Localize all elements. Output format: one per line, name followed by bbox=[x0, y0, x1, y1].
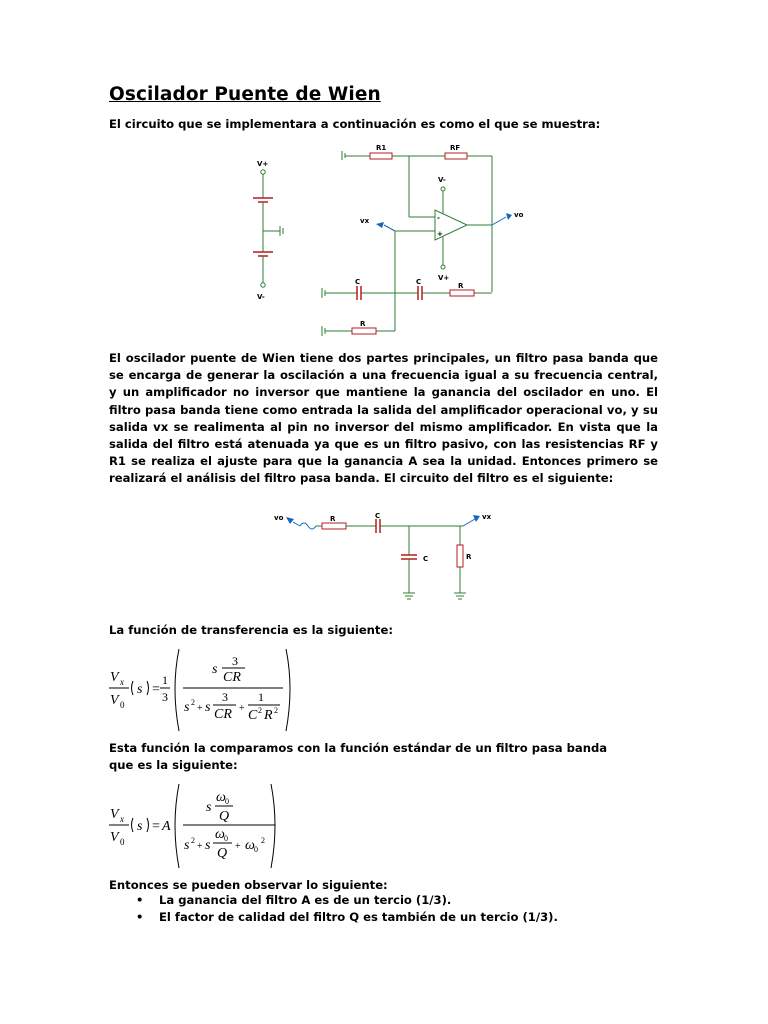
intro-text: El circuito que se implementara a continuación es como el que se muestra: bbox=[109, 117, 601, 131]
svg-text:+: + bbox=[239, 703, 245, 714]
svg-text:A: A bbox=[162, 819, 171, 834]
svg-text:s: s bbox=[184, 700, 190, 715]
rf-label: RF bbox=[450, 144, 461, 152]
svg-text:0: 0 bbox=[224, 834, 228, 843]
svg-text:1: 1 bbox=[258, 690, 264, 704]
filter-vx-label: vx bbox=[482, 513, 492, 521]
bullet-icon: • bbox=[136, 893, 144, 907]
bandpass-network bbox=[322, 278, 492, 336]
svg-text:x: x bbox=[120, 677, 124, 687]
c2-label: C bbox=[416, 278, 422, 286]
svg-text:s: s bbox=[137, 682, 143, 697]
vx-label: vx bbox=[360, 217, 370, 225]
svg-text:2: 2 bbox=[191, 698, 195, 707]
svg-text:0: 0 bbox=[225, 797, 229, 806]
op-amp bbox=[435, 176, 524, 282]
svg-text:0: 0 bbox=[254, 845, 258, 854]
svg-text:x: x bbox=[120, 814, 124, 824]
svg-text:0: 0 bbox=[120, 700, 125, 710]
svg-text:CR: CR bbox=[223, 670, 241, 685]
svg-text:R: R bbox=[264, 708, 273, 723]
svg-text:s: s bbox=[184, 838, 190, 853]
svg-text:+: + bbox=[197, 841, 203, 852]
svg-text:CR: CR bbox=[214, 707, 232, 722]
vplus-label: V+ bbox=[257, 160, 269, 168]
vo-label: vo bbox=[514, 211, 524, 219]
observe-text: Entonces se pueden observar lo siguiente: bbox=[109, 878, 388, 892]
svg-text:3: 3 bbox=[232, 654, 238, 668]
svg-text:3: 3 bbox=[222, 690, 228, 704]
svg-text:s: s bbox=[137, 819, 143, 834]
svg-text:2: 2 bbox=[274, 706, 278, 715]
svg-text:3: 3 bbox=[162, 690, 168, 704]
vx-node bbox=[360, 217, 435, 331]
svg-text:ω: ω bbox=[245, 838, 255, 853]
svg-text:s: s bbox=[205, 838, 211, 853]
svg-text:s: s bbox=[205, 700, 211, 715]
r-bottom-label: R bbox=[360, 320, 366, 328]
svg-text:s: s bbox=[206, 800, 212, 815]
power-supply-diagram bbox=[253, 160, 283, 301]
page-title: Oscilador Puente de Wien bbox=[109, 84, 381, 105]
svg-text:1: 1 bbox=[162, 673, 168, 687]
svg-text:V: V bbox=[110, 670, 119, 685]
svg-text:2: 2 bbox=[191, 836, 195, 845]
wien-oscillator-schematic bbox=[240, 140, 530, 340]
description-paragraph: El oscilador puente de Wien tiene dos partes principales, un filtro pasa banda que se encarga de generar la oscilación a una frecuencia igual a su frecuencia central, y un amplificador no inversor que mantiene la ganancia del oscilador en uno. El filtro pasa banda tiene como entrada la salida del amplificador operacional vo, y su salida vx se realimenta al pin no inversor del mismo amplificador. En vista que la salida del filtro está atenuada ya que es un filtro pasivo, con las resistencias RF y R1 se realiza el ajuste para que la ganancia A sea la unidad. Entonces primero se realizará el análisis del filtro pasa banda. El circuito del filtro es el siguiente: bbox=[109, 351, 658, 486]
transfer-function-formula bbox=[105, 645, 295, 735]
svg-text:C: C bbox=[248, 708, 258, 723]
svg-text:Q: Q bbox=[219, 809, 230, 824]
filter-c-shunt-label: C bbox=[423, 555, 429, 563]
svg-text:2: 2 bbox=[261, 836, 265, 845]
svg-text:Q: Q bbox=[217, 846, 228, 861]
filter-c-series-label: C bbox=[375, 512, 381, 520]
svg-text:ω: ω bbox=[215, 827, 225, 842]
svg-text:V: V bbox=[110, 807, 119, 822]
filter-r-label: R bbox=[330, 515, 336, 523]
svg-text:2: 2 bbox=[258, 706, 262, 715]
c1-label: C bbox=[355, 278, 361, 286]
bullet-icon: • bbox=[136, 910, 144, 924]
svg-text:+: + bbox=[235, 841, 241, 852]
svg-text:+: + bbox=[197, 703, 203, 714]
op-minus-sign: - bbox=[437, 214, 440, 222]
op-vminus-label: V- bbox=[438, 176, 446, 184]
svg-text:V: V bbox=[110, 693, 119, 708]
svg-text:V: V bbox=[110, 830, 119, 845]
r1-label: R1 bbox=[376, 144, 387, 152]
transfer-intro: La función de transferencia es la siguiente: bbox=[109, 623, 393, 637]
svg-text:ω: ω bbox=[216, 790, 226, 805]
standard-bandpass-formula bbox=[105, 780, 285, 870]
op-plus-sign: + bbox=[437, 230, 443, 238]
r-series-label: R bbox=[458, 282, 464, 290]
filter-vo-label: vo bbox=[274, 514, 284, 522]
vminus-label: V- bbox=[257, 293, 265, 301]
bandpass-filter-schematic bbox=[260, 505, 500, 605]
document-page: Oscilador Puente de Wien El circuito que se implementara a continuación es como el que se muestra: V+ V- R1 RF - + V- V+ vo vx C C R R El oscilador puente de Wien tiene dos partes principales, un filtro pasa banda que se encarga de generar la oscilación a una frecuencia igual a su frecuencia central, y un amplificador no inversor que mantiene la ganancia del oscilador en uno. El filtro pasa banda tiene como entrada la salida del amplificador operacional vo, y su salida vx se realimenta al pin no inversor del mismo amplificador. En vista que la salida del filtro está atenuada ya que es un filtro pasivo, con las resistencias RF y R1 se realiza el ajuste para que la ganancia A sea la unidad. Entonces primero se realizará el análisis del filtro pasa banda. El circuito del filtro es el siguiente: vo R C vx C R La función de transferencia es la siguiente: V x V 0 s = 1 3 s 3 CR s 2 + s 3 CR + 1 C 2 R 2 Esta función la comparamos con la función estándar de un filtro pasa banda que es la siguiente: V x V 0 s = A s ω 0 Q s 2 + s ω 0 Q + ω 0 2 Entonces se pueden observar lo siguiente: • La ganancia del filtro A es de un tercio (1/3). • El factor de calidad del filtro Q es también de un tercio (1/3). bbox=[0, 0, 768, 1024]
op-vplus-label: V+ bbox=[438, 274, 450, 282]
svg-text:0: 0 bbox=[120, 837, 125, 847]
svg-text:=: = bbox=[152, 682, 160, 697]
compare-text: Esta función la comparamos con la función estándar de un filtro pasa banda que es la siguiente: bbox=[109, 741, 608, 773]
svg-text:s: s bbox=[212, 662, 218, 677]
svg-text:=: = bbox=[152, 819, 160, 834]
filter-r-shunt-label: R bbox=[466, 553, 472, 561]
